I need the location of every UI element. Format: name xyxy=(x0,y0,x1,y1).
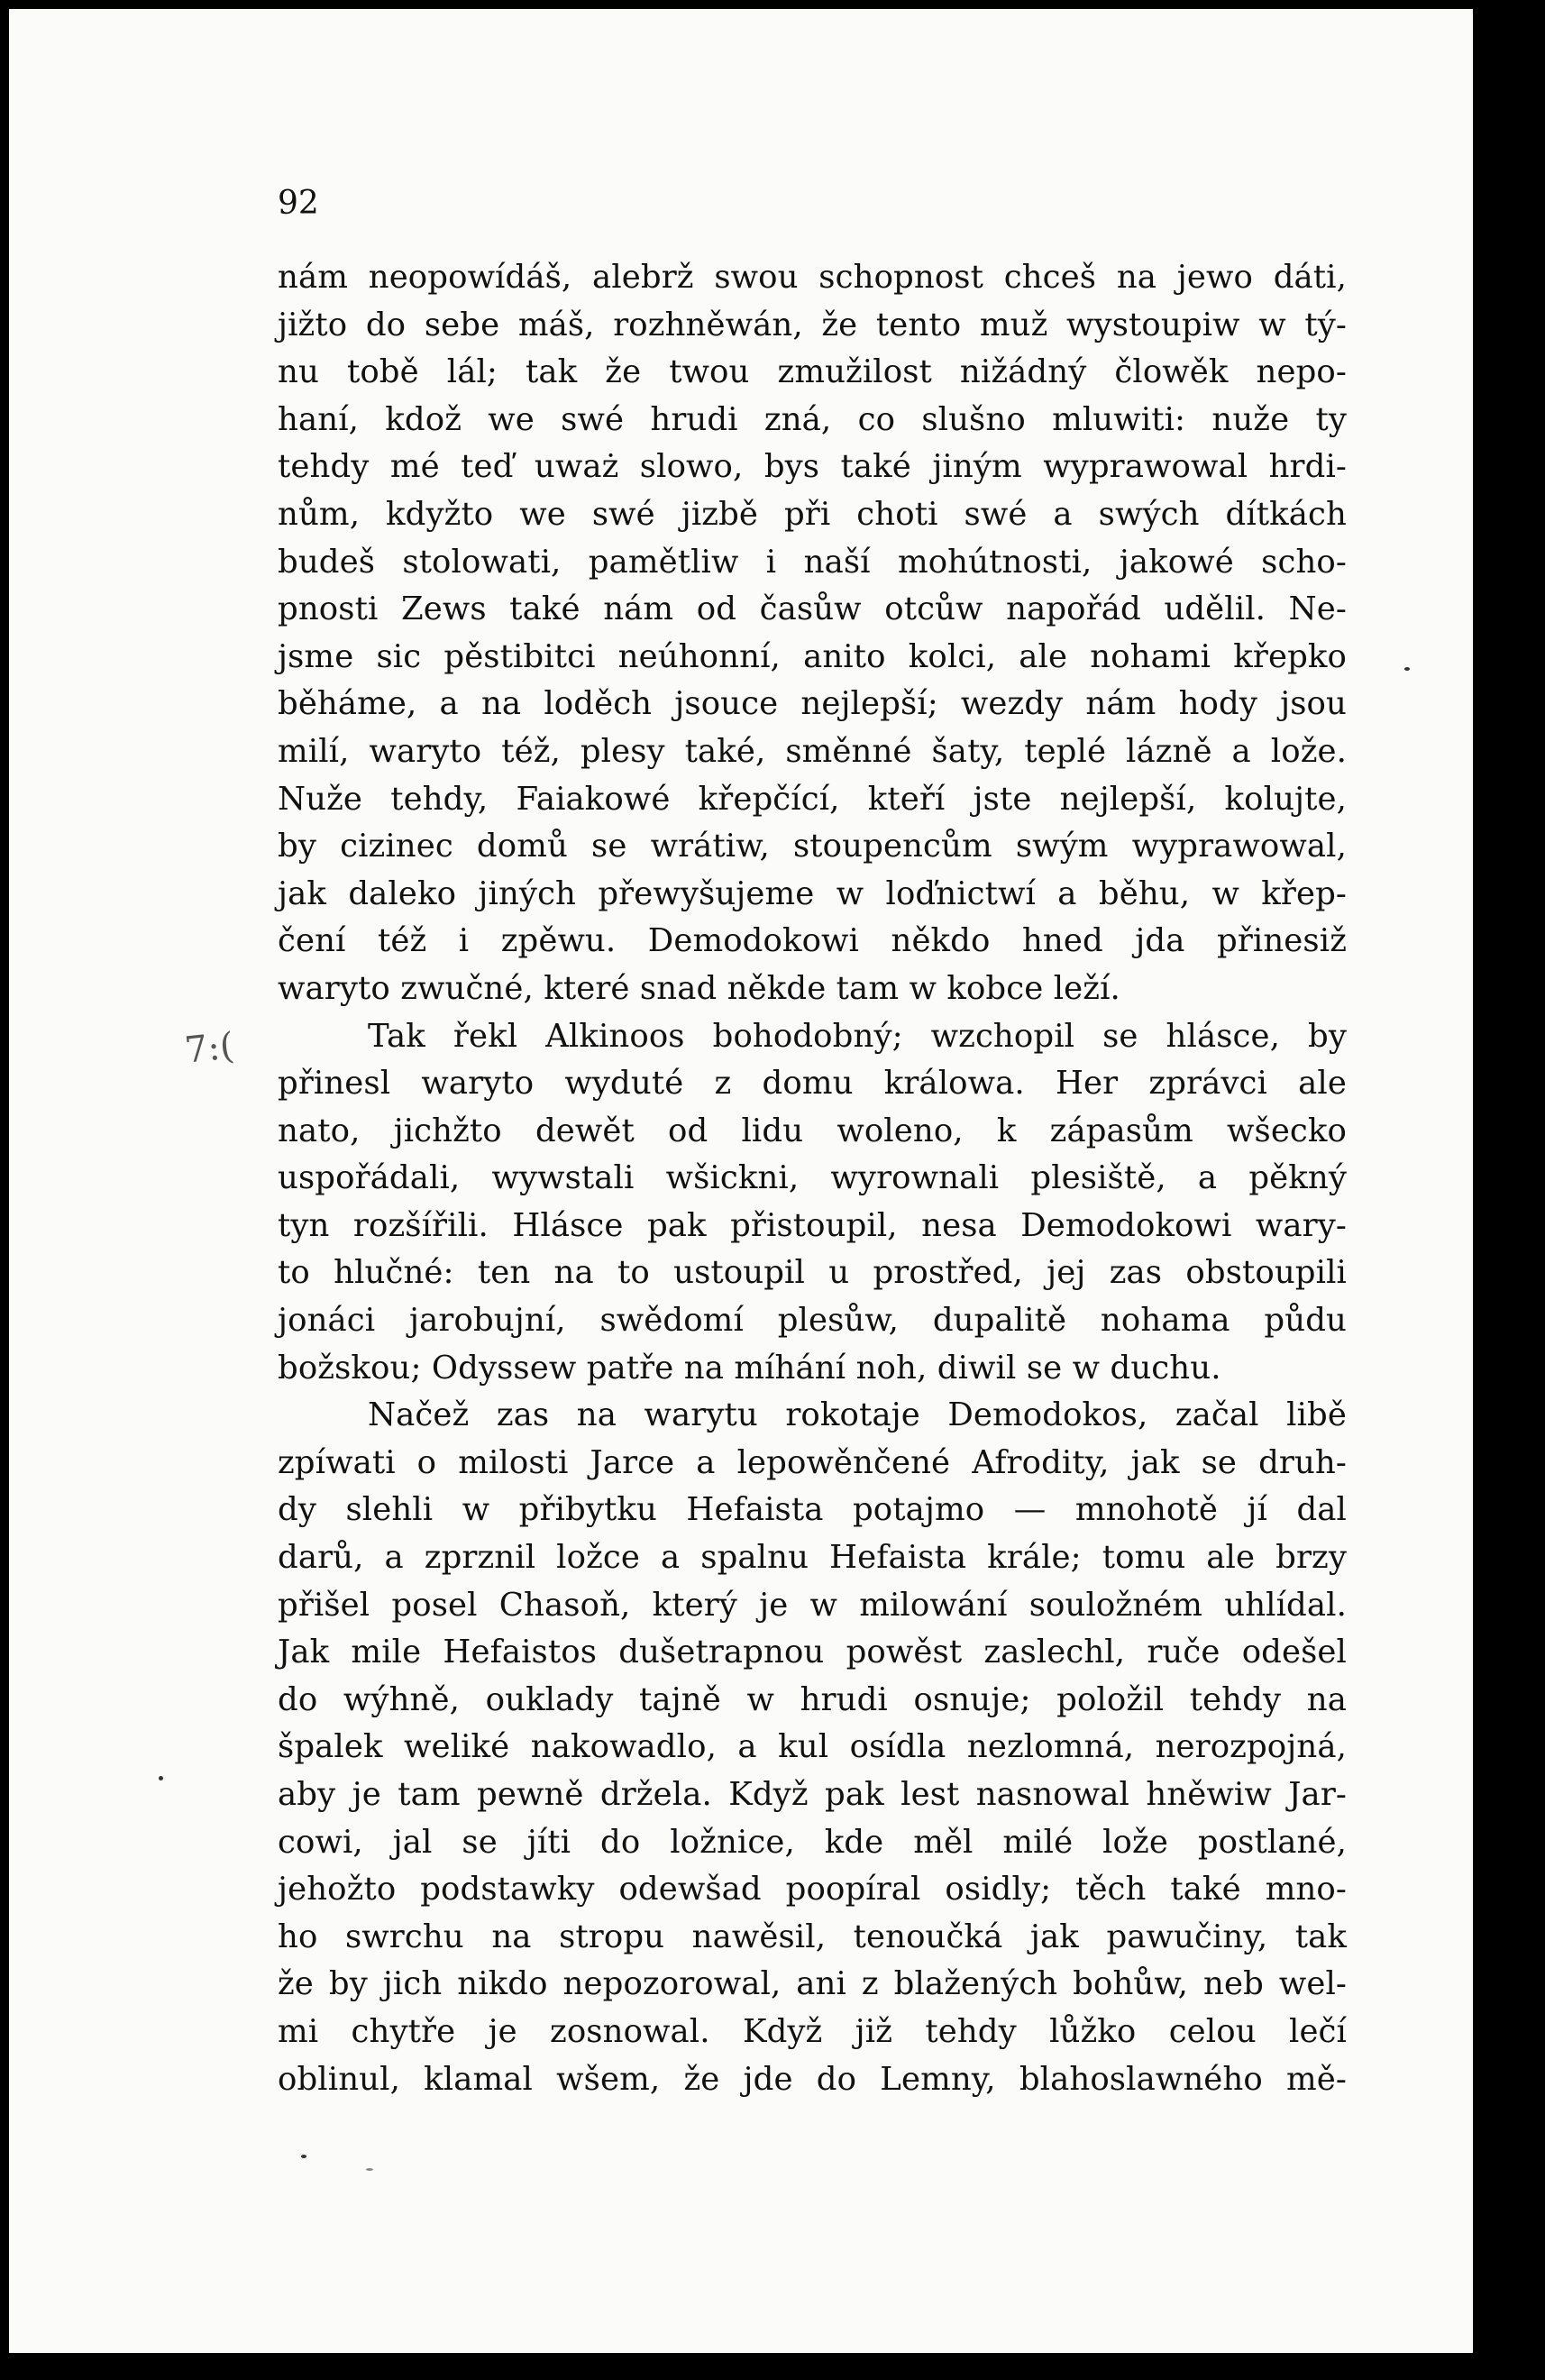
text-line: nům, kdyžto we swé jizbě při choti swé a swých dítkách xyxy=(278,495,1347,533)
scan-speck xyxy=(1404,667,1410,671)
text-line: božskou; Odyssew patře na míhání noh, diwil se w duchu. xyxy=(278,1349,1221,1387)
text-line: oblinul, klamal wšem, že jde do Lemny, blahoslawného mě- xyxy=(278,2060,1347,2098)
margin-pencil-mark: 7:( xyxy=(182,1025,236,1072)
text-line: nato, jichžto dewět od lidu woleno, k zápasům wšecko xyxy=(278,1112,1347,1149)
text-line: Načež zas na warytu rokotaje Demodokos, začal libě xyxy=(368,1396,1347,1434)
text-line: přinesl waryto wyduté z domu králowa. Her zprávci ale xyxy=(278,1065,1347,1103)
text-line: tehdy mé teď uważ slowo, bys také jiným wyprawowal hrdi- xyxy=(278,448,1347,486)
text-line: přišel posel Chasoň, který je w milowání souložném uhlídal. xyxy=(278,1586,1347,1624)
scan-speck xyxy=(301,2155,306,2158)
text-line: uspořádali, wywstali wšickni, wyrownali plesiště, a pěkný xyxy=(278,1159,1347,1197)
text-line: pnosti Zews také nám od časůw otcůw napořád udělil. Ne- xyxy=(278,590,1347,628)
text-line: jsme sic pěstibitci neúhonní, anito kolci, ale nohami křepko xyxy=(278,637,1347,675)
text-line: že by jich nikdo nepozorowal, ani z blažených bohůw, neb wel- xyxy=(278,1965,1347,2003)
text-line: zpíwati o milosti Jarce a lepowěnčené Afrodity, jak se druh- xyxy=(278,1443,1347,1481)
text-line: dy slehli w přibytku Hefaista potajmo — mnohotě jí dal xyxy=(278,1491,1347,1529)
text-line: mi chytře je zosnowal. Když již tehdy lůžko celou lečí xyxy=(278,2012,1347,2050)
text-line: tyn rozšířili. Hlásce pak přistoupil, nesa Demodokowi wary- xyxy=(278,1206,1347,1244)
text-line: do wýhně, ouklady tajně w hrudi osnuje; položil tehdy na xyxy=(278,1680,1347,1718)
text-line: jižto do sebe máš, rozhněwán, že tento muž wystoupiw w tý- xyxy=(278,306,1347,343)
text-line: by cizinec domů se wrátiw, stoupencům swým wyprawowal, xyxy=(278,828,1347,865)
text-line: darů, a zprznil ložce a spalnu Hefaista krále; tomu ale brzy xyxy=(278,1539,1347,1577)
text-line: Nuže tehdy, Faiakowé křepčící, kteří jste nejlepší, kolujte, xyxy=(278,780,1347,818)
text-line: Jak mile Hefaistos dušetrapnou powěst zaslechl, ruče odešel xyxy=(278,1634,1347,1671)
text-line: špalek weliké nakowadlo, a kul osídla nezlomná, nerozpojná, xyxy=(278,1728,1347,1766)
body-text xyxy=(278,254,1347,2103)
text-line: jehožto podstawky odewšad poopíral osidly; těch také mno- xyxy=(278,1871,1347,1909)
text-line: haní, kdož we swé hrudi zná, co slušno mluwiti: nuže ty xyxy=(278,400,1347,438)
text-line: Tak řekl Alkinoos bohodobný; wzchopil se hlásce, by xyxy=(368,1017,1347,1055)
text-line: nám neopowídáš, alebrž swou schopnost chceš na jewo dáti, xyxy=(278,259,1347,296)
text-line: aby je tam pewně držela. Když pak lest nasnowal hněwiw Jar- xyxy=(278,1776,1347,1813)
text-line: nu tobě lál; tak že twou zmužilost nižádný člowěk nepo- xyxy=(278,353,1347,391)
text-line: jak daleko jiných přewyšujeme w loďnictwí a běhu, w křep- xyxy=(278,874,1347,912)
text-line: budeš stolowati, pamětliw i naší mohútnosti, jakowé scho- xyxy=(278,543,1347,581)
text-line: milí, waryto též, plesy také, směnné šaty, teplé lázně a lože. xyxy=(278,732,1347,770)
text-line: běháme, a na loděch jsouce nejlepší; wezdy nám hody jsou xyxy=(278,685,1347,723)
scan-speck xyxy=(159,1776,163,1780)
text-line: ho swrchu na stropu nawěsil, tenoučká jak pawučiny, tak xyxy=(278,1918,1347,1955)
text-line: to hlučné: ten na to ustoupil u prostřed, jej zas obstoupili xyxy=(278,1254,1347,1292)
text-line: jonáci jarobujní, swědomí plesůw, dupalitě nohama půdu xyxy=(278,1302,1347,1340)
scan-border xyxy=(1473,0,1545,2380)
page-number: 92 xyxy=(278,185,319,222)
text-line: waryto zwučné, které snad někde tam w kobce leží. xyxy=(278,969,1120,1007)
scan-speck xyxy=(366,2168,373,2171)
text-line: cowi, jal se jíti do ložnice, kde měl milé lože postlané, xyxy=(278,1823,1347,1861)
text-line: čení též i zpěwu. Demodokowi někdo hned jda přinesiž xyxy=(278,922,1347,960)
